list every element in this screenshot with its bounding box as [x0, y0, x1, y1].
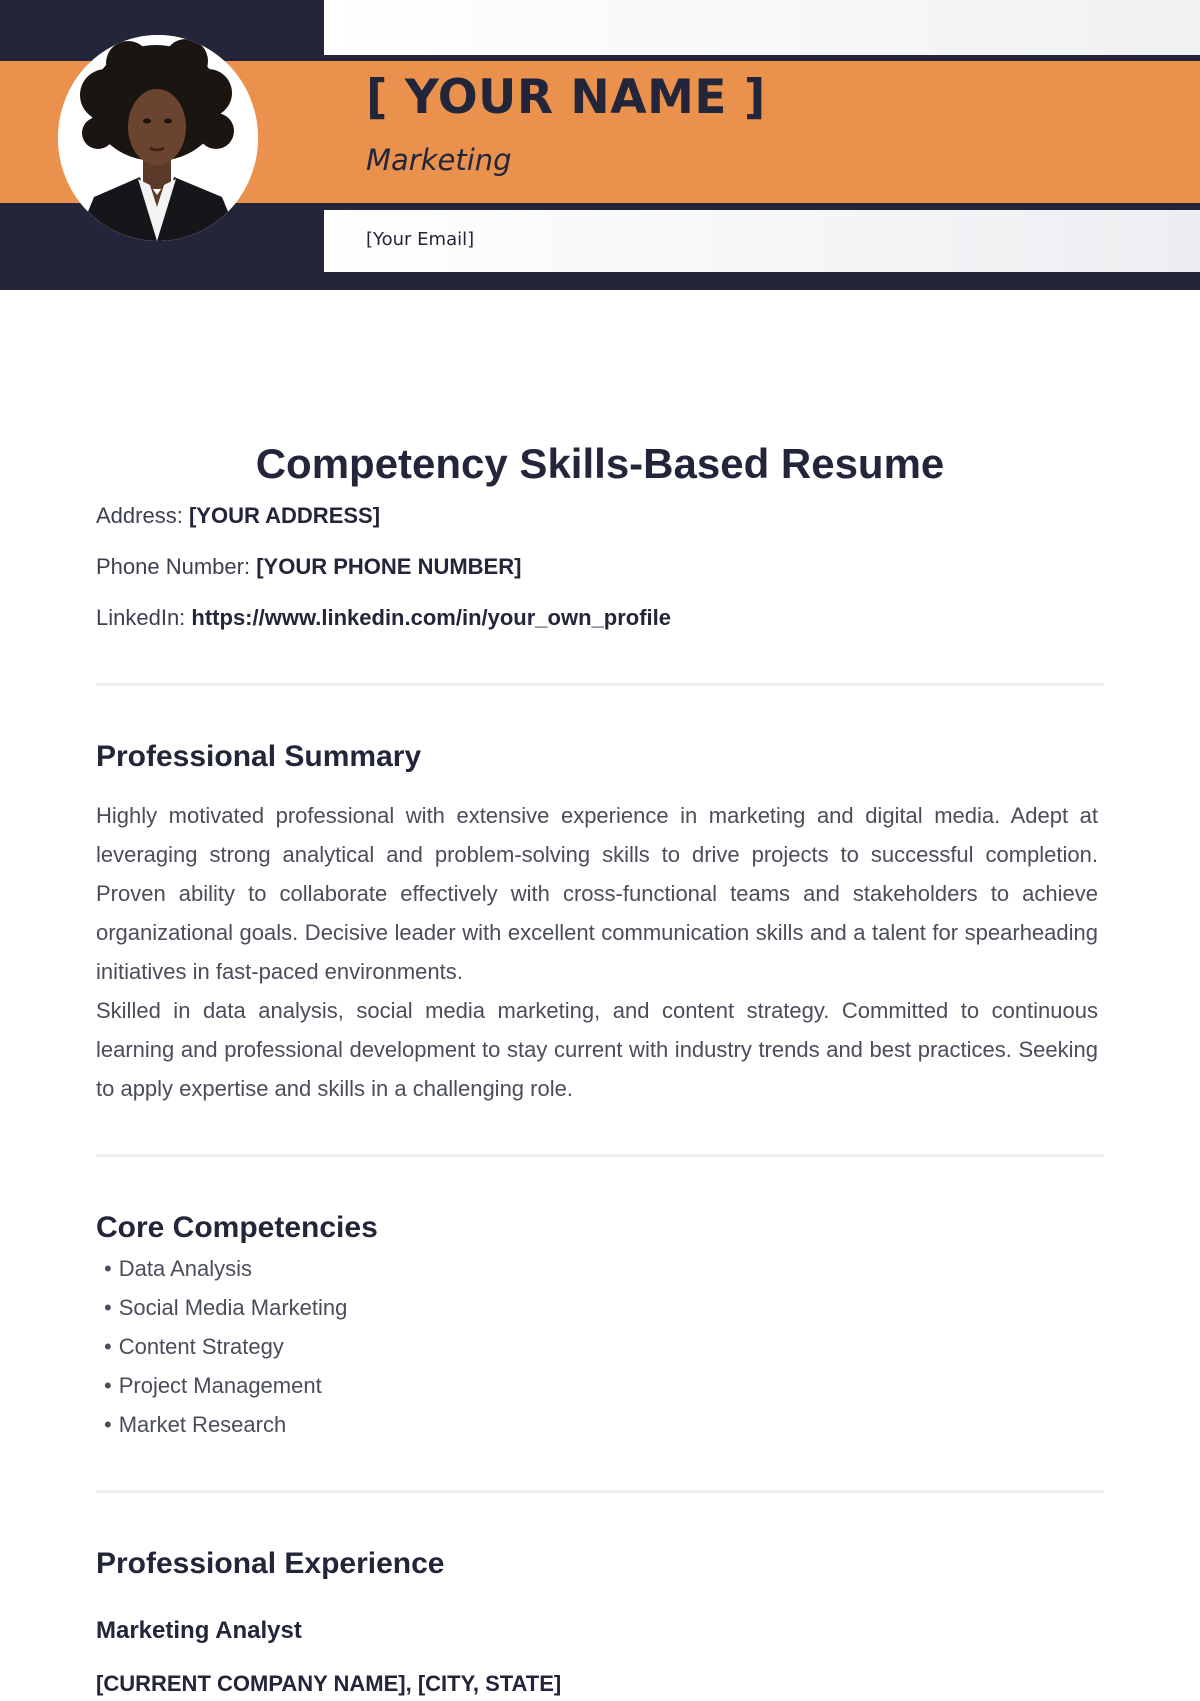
profile-photo — [58, 35, 258, 241]
list-item: • Project Management — [104, 1366, 347, 1405]
job-title: Marketing Analyst — [96, 1617, 302, 1644]
summary-paragraph: Skilled in data analysis, social media marketing, and content strategy. Committed to continuous learning and professional development to stay current with industry trends and best practices. Seeking to apply expertise and skills in a challenging role. — [96, 998, 1098, 1101]
linkedin-label: LinkedIn: — [96, 605, 186, 630]
contact-linkedin — [96, 605, 671, 631]
experience-heading: Professional Experience — [96, 1547, 445, 1580]
address-label: Address: — [96, 503, 183, 528]
section-divider — [96, 683, 1104, 686]
resume-role: Marketing — [366, 143, 512, 177]
address-value: [YOUR ADDRESS] — [188, 503, 381, 528]
summary-body — [96, 796, 1098, 1108]
header-top-band — [324, 0, 1200, 55]
competencies-heading: Core Competencies — [96, 1211, 378, 1244]
section-divider — [96, 1154, 1104, 1157]
phone-label: Phone Number: — [96, 554, 251, 579]
contact-phone — [96, 554, 521, 580]
document-title: Competency Skills-Based Resume — [255, 440, 945, 487]
resume-name: [ YOUR NAME ] — [366, 70, 766, 125]
summary-heading: Professional Summary — [96, 740, 422, 773]
list-item: • Data Analysis — [104, 1249, 347, 1288]
resume-email: [Your Email] — [366, 229, 475, 250]
contact-address — [96, 503, 380, 529]
list-item: • Market Research — [104, 1405, 347, 1444]
summary-paragraph: Highly motivated professional with extensive experience in marketing and digital media. Adept at leveraging strong analytical and problem-solving skills to drive projects to successful completion. Proven ability to collaborate effectively with cross-functional teams and stakeholders to achieve organizational goals. Decisive leader with excellent communication skills and a talent for spearheading initiatives in fast-paced environments. — [96, 803, 1098, 984]
phone-value: [YOUR PHONE NUMBER] — [256, 554, 522, 579]
competencies-list — [104, 1249, 347, 1444]
linkedin-link[interactable]: https://www.linkedin.com/in/your_own_profile — [191, 605, 671, 630]
resume-header — [0, 0, 1200, 290]
company-location: [CURRENT COMPANY NAME], [CITY, STATE] — [96, 1671, 562, 1696]
list-item: • Social Media Marketing — [104, 1288, 347, 1327]
list-item: • Content Strategy — [104, 1327, 347, 1366]
section-divider — [96, 1490, 1104, 1493]
